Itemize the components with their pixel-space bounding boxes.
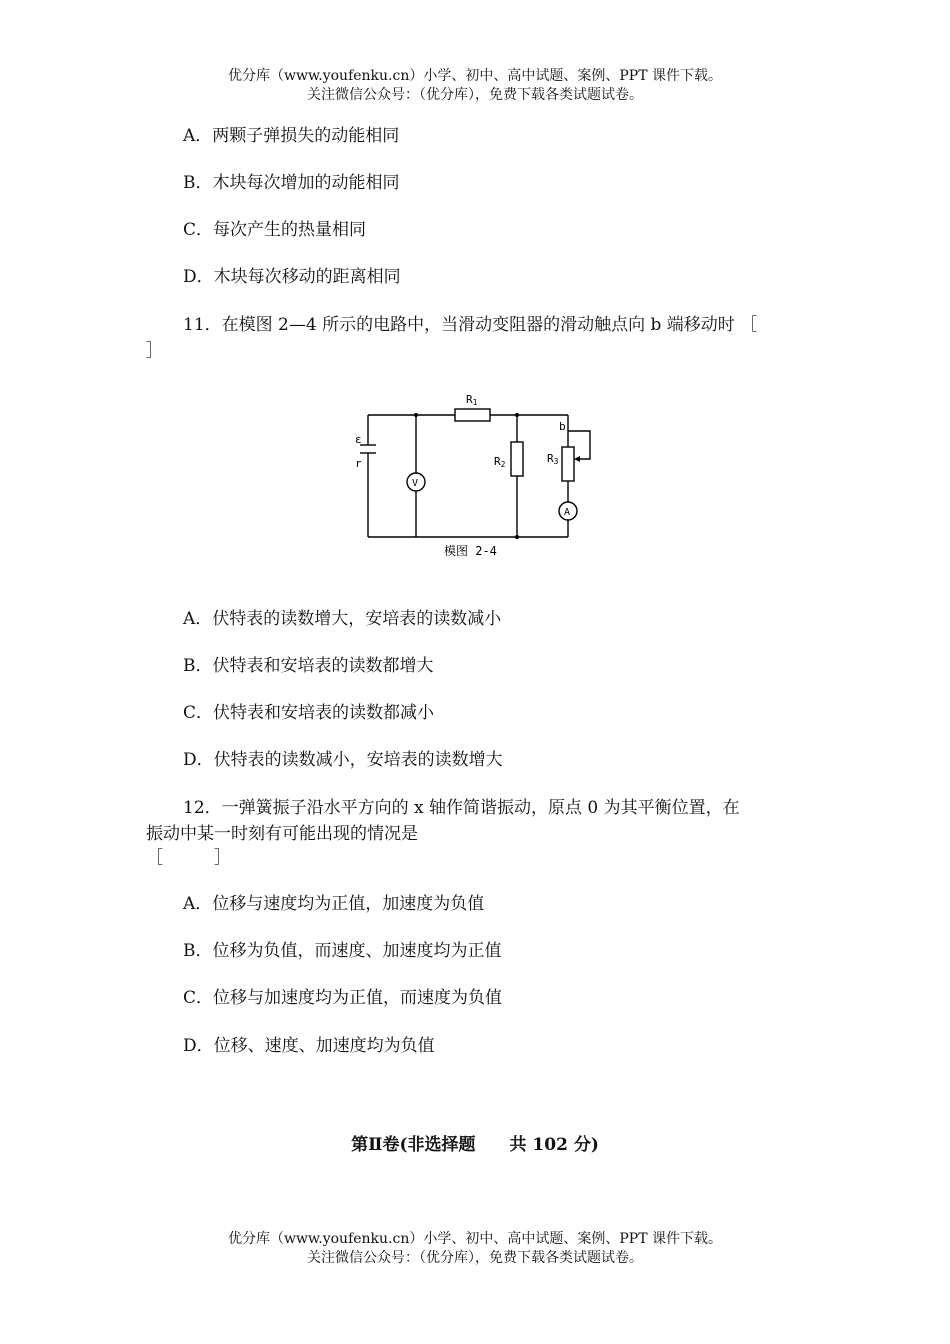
q11-option-b: B．伏特表和安培表的读数都增大 (183, 656, 434, 676)
q12-answer-bracket: ［ ］ (146, 848, 231, 868)
section-title: 第Ⅱ卷(非选择题 共 102 分) (351, 1135, 599, 1155)
q10-option-c: C．每次产生的热量相同 (183, 220, 367, 240)
resistor-r1 (455, 409, 490, 421)
junction-dot (414, 413, 418, 417)
q12-option-a: A．位移与速度均为正值，加速度为负值 (183, 894, 485, 914)
junction-dot (515, 535, 519, 539)
circuit-diagram (340, 385, 610, 565)
q10-option-b: B．木块每次增加的动能相同 (183, 173, 400, 193)
q12-option-b: B．位移为负值，而速度、加速度均为正值 (183, 941, 502, 961)
resistor-r3 (562, 447, 574, 481)
footer-line-1: 优分库（www.youfenku.cn）小学、初中、高中试题、案例、PPT 课件下载。 (227, 1231, 722, 1247)
q12-stem-line-2: 振动中某一时刻有可能出现的情况是 (146, 824, 418, 844)
junction-dot (515, 413, 519, 417)
r3-label: R3 (547, 452, 559, 466)
header-line-2: 关注微信公众号：（优分库），免费下载各类试题试卷。 (307, 87, 643, 103)
r2-label: R2 (494, 455, 506, 469)
voltmeter-label: V (412, 478, 419, 489)
r1-label: R1 (466, 393, 478, 407)
resistor-r2 (511, 442, 523, 476)
q11-option-d: D．伏特表的读数减小，安培表的读数增大 (183, 750, 503, 770)
q10-option-d: D．木块每次移动的距离相同 (183, 267, 401, 287)
footer-line-2: 关注微信公众号：（优分库），免费下载各类试题试卷。 (307, 1250, 643, 1266)
q11-option-c: C．伏特表和安培表的读数都减小 (183, 703, 435, 723)
q12-option-c: C．位移与加速度均为正值，而速度为负值 (183, 988, 503, 1008)
q11-stem-line-2: ］ (146, 341, 163, 361)
slider-arrow (574, 456, 580, 462)
terminal-b-label: b (559, 420, 566, 433)
internal-resistance-label: r (355, 457, 362, 470)
q11-option-a: A．伏特表的读数增大，安培表的读数减小 (183, 609, 502, 629)
q10-option-a: A．两颗子弹损失的动能相同 (183, 126, 400, 146)
q12-stem-line-1: 12．一弹簧振子沿水平方向的 x 轴作简谐振动，原点 0 为其平衡位置，在 (183, 798, 740, 818)
header-line-1: 优分库（www.youfenku.cn）小学、初中、高中试题、案例、PPT 课件下载。 (227, 68, 722, 84)
emf-label: ε (355, 433, 362, 446)
slider-wire (568, 431, 590, 459)
q12-option-d: D．位移、速度、加速度均为负值 (183, 1036, 435, 1056)
figure-caption: 模图 2-4 (444, 544, 497, 558)
ammeter-label: A (564, 507, 571, 518)
q11-stem-line-1: 11．在模图 2—4 所示的电路中，当滑动变阻器的滑动触点向 b 端移动时 ［ (183, 315, 758, 335)
